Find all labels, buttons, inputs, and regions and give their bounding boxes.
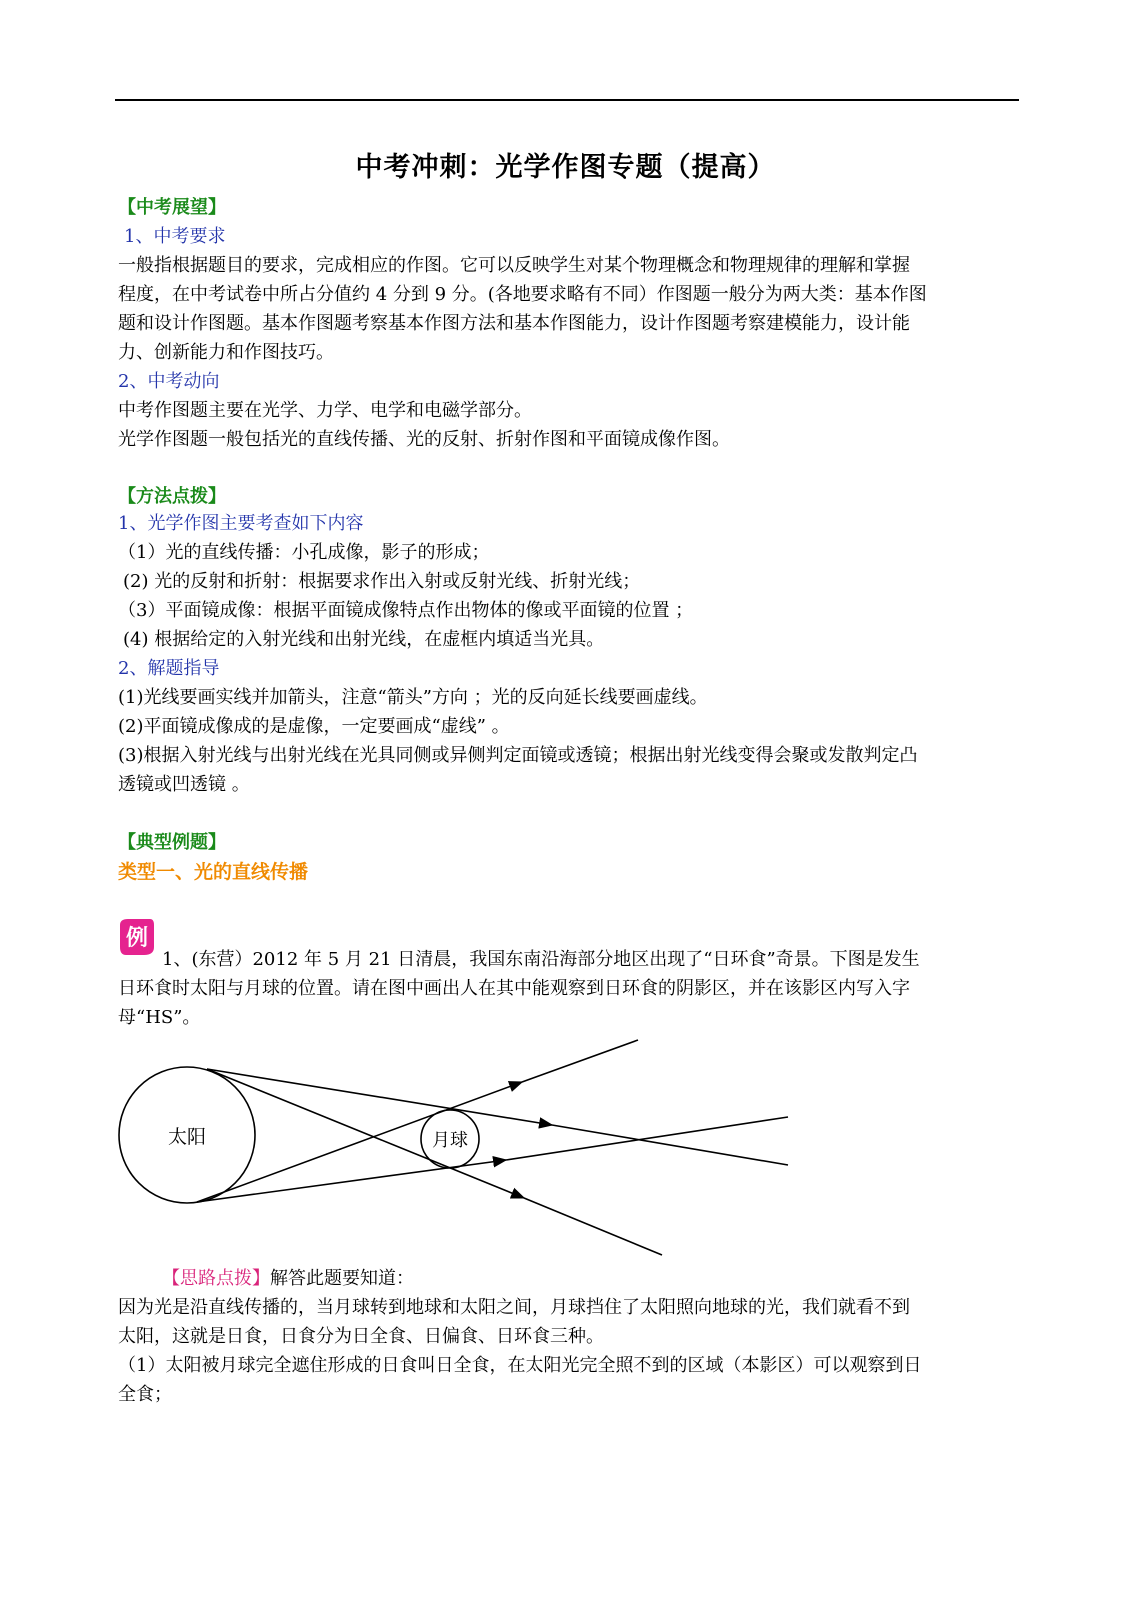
content-heading: 1、光学作图主要考查如下内容 bbox=[118, 513, 364, 534]
content-item: （3）平面镜成像：根据平面镜成像特点作出物体的像或平面镜的位置 ； bbox=[118, 600, 694, 621]
trend-line: 中考作图题主要在光学、力学、电学和电磁学部分。 bbox=[118, 400, 532, 421]
hint-label: 【思路点拨】 bbox=[162, 1268, 270, 1289]
eclipse-figure bbox=[110, 1036, 810, 1266]
guide-item: (1)光线要画实线并加箭头，注意“箭头”方向 ；光的反向延长线要画虚线。 bbox=[118, 687, 708, 708]
badge-label: 例 bbox=[125, 926, 149, 951]
light-ray bbox=[522, 1040, 638, 1082]
analysis-line: （1）太阳被月球完全遮住形成的日食叫日全食，在太阳光完全照不到的区域（本影区）可以观察到日 bbox=[118, 1355, 922, 1376]
light-ray bbox=[552, 1125, 788, 1165]
light-ray bbox=[207, 1069, 552, 1125]
header-rule bbox=[115, 99, 1019, 101]
page-title: 中考冲刺：光学作图专题（提高） bbox=[355, 152, 776, 183]
guide-heading: 2、解题指导 bbox=[118, 658, 220, 679]
requirements-line: 力、创新能力和作图技巧。 bbox=[118, 342, 334, 363]
guide-item: (2)平面镜成像成的是虚像，一定要画成“虚线” 。 bbox=[118, 716, 510, 737]
light-ray bbox=[197, 1160, 506, 1202]
sun-label: 太阳 bbox=[167, 1126, 207, 1148]
example-badge-icon bbox=[116, 917, 156, 957]
trend-heading: 2、中考动向 bbox=[118, 371, 220, 392]
content-item: （1）光的直线传播：小孔成像，影子的形成； bbox=[118, 542, 490, 563]
content-item: (2) 光的反射和折射：根据要求作出入射或反射光线、折射光线； bbox=[123, 571, 641, 592]
guide-item: (3)根据入射光线与出射光线在光具同侧或异侧判定面镜或透镜；根据出射光线变得会聚或发散判定凸 bbox=[118, 745, 918, 766]
outlook-heading: 【中考展望】 bbox=[118, 197, 226, 218]
requirements-line: 一般指根据题目的要求，完成相应的作图。它可以反映学生对某个物理概念和物理规律的理解和掌握 bbox=[118, 255, 910, 276]
question-line: 母“HS”。 bbox=[118, 1007, 201, 1028]
light-ray bbox=[524, 1198, 662, 1255]
question-line: 日环食时太阳与月球的位置。请在图中画出人在其中能观察到日环食的阴影区，并在该影区内写入字 bbox=[118, 978, 910, 999]
moon-label: 月球 bbox=[432, 1130, 468, 1151]
trend-line: 光学作图题一般包括光的直线传播、光的反射、折射作图和平面镜成像作图。 bbox=[118, 429, 730, 450]
hint-line bbox=[162, 1267, 414, 1291]
examples-heading: 【典型例题】 bbox=[118, 832, 226, 853]
content-item: (4) 根据给定的入射光线和出射光线，在虚框内填适当光具。 bbox=[123, 629, 605, 650]
requirements-line: 程度，在中考试卷中所占分值约 4 分到 9 分。(各地要求略有不同）作图题一般分为两大类：基本作图 bbox=[118, 284, 927, 305]
analysis-line: 全食； bbox=[118, 1384, 172, 1405]
method-heading: 【方法点拨】 bbox=[118, 486, 226, 507]
guide-item: 透镜或凹透镜 。 bbox=[118, 774, 250, 795]
question-line: 1、(东营）2012 年 5 月 21 日清晨，我国东南沿海部分地区出现了“日环食”奇景。下图是发生 bbox=[162, 949, 920, 970]
type1-heading: 类型一、光的直线传播 bbox=[118, 861, 309, 883]
light-ray bbox=[506, 1117, 788, 1160]
requirements-heading: 1、中考要求 bbox=[124, 226, 226, 247]
analysis-line: 因为光是沿直线传播的，当月球转到地球和太阳之间，月球挡住了太阳照向地球的光，我们就看不到 bbox=[118, 1297, 910, 1318]
hint-text: 解答此题要知道： bbox=[270, 1268, 414, 1289]
requirements-line: 题和设计作图题。基本作图题考察基本作图方法和基本作图能力，设计作图题考察建模能力，设计能 bbox=[118, 313, 910, 334]
analysis-line: 太阳，这就是日食，日食分为日全食、日偏食、日环食三种。 bbox=[118, 1326, 604, 1347]
